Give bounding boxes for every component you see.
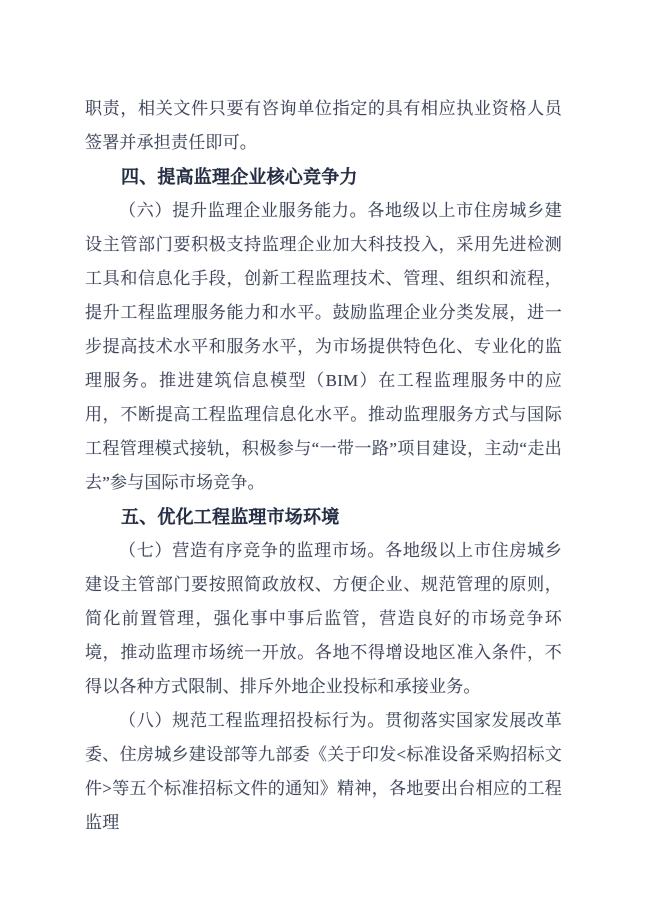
paragraph: （六）提升监理企业服务能力。各地级以上市住房城乡建设主管部门要积极支持监理企业加大科技投入，采用先进检测工具和信息化手段，创新工程监理技术、管理、组织和流程，提升工程监理服务能力和水平。鼓励监理企业分类发展，进一步提高技术水平和服务水平，为市场提供特色化、专业化的监理服务。推进建筑信息模型（BIM）在工程监理服务中的应用，不断提高工程监理信息化水平。推动监理服务方式与国际工程管理模式接轨，积极参与“一带一路”项目建设，主动“走出去”参与国际市场竞争。 — [85, 201, 562, 492]
section-heading: 五、优化工程监理市场环境 — [121, 507, 340, 527]
paragraph: （八）规范工程监理招投标行为。贯彻落实国家发展改革委、住房城乡建设部等九部委《关于印发<标准设备采购招标文件>等五个标准招标文件的通知》精神，各地要出台相应的工程监理 — [85, 711, 562, 832]
section-heading: 四、提高监理企业核心竞争力 — [121, 167, 358, 187]
paragraph: （七）营造有序竞争的监理市场。各地级以上市住房城乡建设主管部门要按照简政放权、方便企业、规范管理的原则，简化前置管理，强化事中事后监管，营造良好的市场竞争环境，推动监理市场统一开放。各地不得增设地区准入条件，不得以各种方式限制、排斥外地企业投标和承接业务。 — [85, 541, 562, 696]
paragraph-continuation: 职责，相关文件只要有咨询单位指定的具有相应执业资格人员签署并承担责任即可。 — [85, 99, 562, 152]
document-body — [85, 92, 562, 840]
